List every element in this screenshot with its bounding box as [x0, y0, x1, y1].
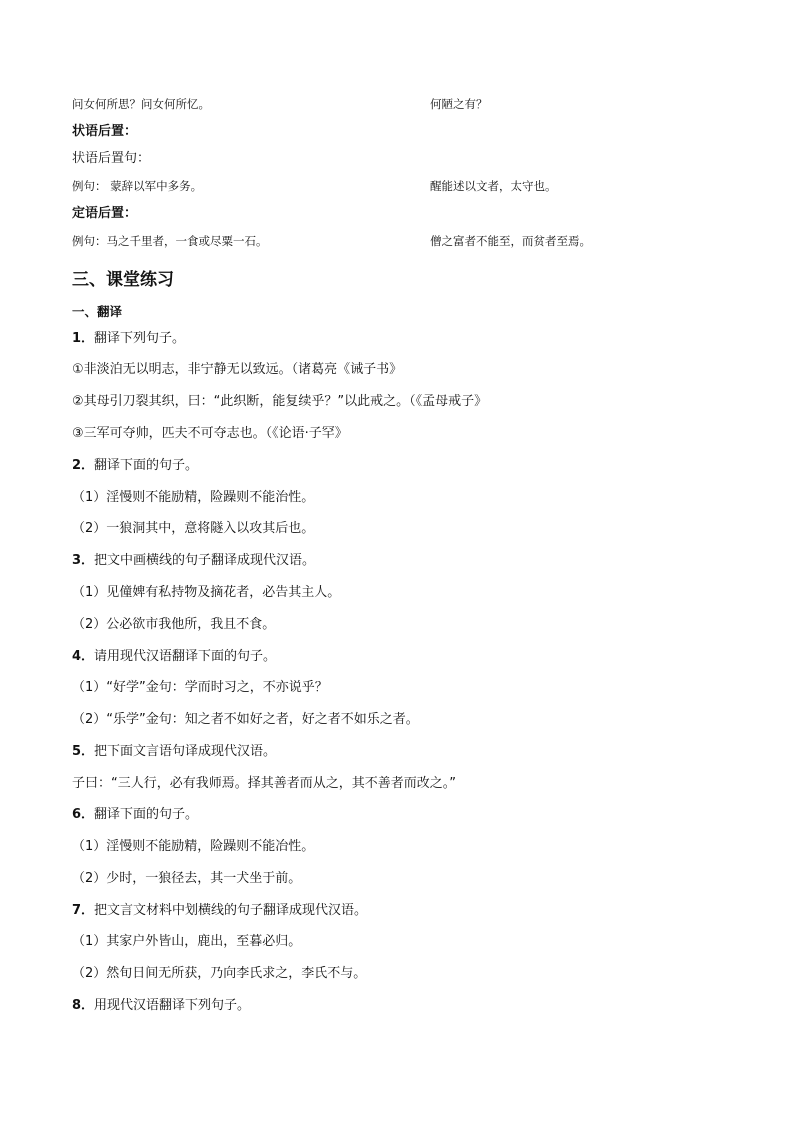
question-text: 翻译下面的句子。 — [94, 458, 199, 473]
attributive-example-right: 僧之富者不能至，而贫者至焉。 — [430, 234, 591, 248]
question-text: （1）淫慢则不能励精，险躁则不能治性。 — [72, 490, 315, 505]
section-title: 三、课堂练习 — [72, 270, 174, 290]
question-line — [72, 617, 275, 633]
question-line — [72, 712, 419, 728]
question-text: （1）淫慢则不能励精，险躁则不能冶性。 — [72, 839, 315, 854]
section-subtitle: 一、翻译 — [72, 304, 123, 319]
question-text: 把文中画横线的句子翻译成现代汉语。 — [94, 553, 316, 568]
question-line — [72, 871, 301, 887]
question-line — [72, 521, 314, 537]
question-line — [72, 490, 314, 506]
question-text: ②其母引刀裂其织，曰：“此织断，能复续乎？”以此戒之。（《孟母戒子》 — [72, 394, 488, 409]
adverbial-postposition-heading: 状语后置： — [72, 124, 138, 139]
question-text: 翻译下列句子。 — [94, 331, 186, 346]
question-text: 把文言文材料中划横线的句子翻译成现代汉语。 — [94, 903, 368, 918]
question-line — [72, 362, 402, 378]
attributive-postposition-heading: 定语后置： — [72, 206, 138, 221]
question-line — [72, 998, 250, 1014]
question-text: （1）见僮婢有私持物及摘花者，必告其主人。 — [72, 585, 341, 600]
question-line — [72, 426, 348, 442]
question-text: ③三军可夺帅，匹夫不可夺志也。（《论语·子罕》 — [72, 426, 348, 441]
question-number: 6． — [72, 807, 95, 822]
adverbial-example-right: 醒能述以文者，太守也。 — [430, 179, 557, 193]
question-line — [72, 553, 315, 569]
question-line — [72, 331, 185, 347]
attributive-example-left: 例句：马之千里者，一食或尽粟一石。 — [72, 234, 268, 248]
question-line — [72, 744, 276, 760]
question-text: 子曰：“三人行，必有我师焉。择其善者而从之，其不善者而改之。” — [72, 776, 456, 791]
question-text: （2）“乐学”金句：知之者不如好之者，好之者不如乐之者。 — [72, 712, 419, 727]
question-line — [72, 680, 328, 696]
question-text: 翻译下面的句子。 — [94, 807, 199, 822]
question-number: 1． — [72, 331, 95, 346]
question-text: （1）“好学”金句：学而时习之，不亦说乎？ — [72, 680, 328, 695]
question-text: 把下面文言语句译成现代汉语。 — [94, 744, 277, 759]
question-text: ①非淡泊无以明志，非宁静无以致远。（诸葛亮《诫子书》 — [72, 362, 403, 377]
question-text: （2）少时，一狼径去，其一犬坐于前。 — [72, 871, 302, 886]
question-line — [72, 966, 366, 982]
question-number: 3． — [72, 553, 95, 568]
question-number: 2． — [72, 458, 95, 473]
question-line — [72, 394, 487, 410]
question-text: （2）然旬日间无所获，乃向李氏求之，李氏不与。 — [72, 966, 367, 981]
question-line — [72, 585, 340, 601]
question-line — [72, 807, 198, 823]
adverbial-postposition-sentence: 状语后置句： — [72, 151, 151, 166]
question-text: （2）公必欲市我他所，我且不食。 — [72, 617, 276, 632]
question-line — [72, 903, 367, 919]
question-text: （2）一狼洞其中，意将隧入以攻其后也。 — [72, 521, 315, 536]
question-number: 5． — [72, 744, 95, 759]
question-line — [72, 649, 276, 665]
question-line — [72, 934, 301, 950]
question-line — [72, 776, 456, 792]
question-text: （1）其家户外皆山，鹿出，至暮必归。 — [72, 934, 302, 949]
question-number: 8． — [72, 998, 95, 1013]
grammar-row1-right: 何陋之有？ — [430, 97, 488, 111]
question-text: 请用现代汉语翻译下面的句子。 — [94, 649, 277, 664]
grammar-row1-left: 问女何所思？问女何所忆。 — [72, 97, 210, 111]
question-line — [72, 458, 198, 474]
question-number: 7． — [72, 903, 95, 918]
question-number: 4． — [72, 649, 95, 664]
adverbial-example-left: 例句： 蒙辞以军中多务。 — [72, 179, 203, 193]
question-line — [72, 839, 314, 855]
question-text: 用现代汉语翻译下列句子。 — [94, 998, 251, 1013]
